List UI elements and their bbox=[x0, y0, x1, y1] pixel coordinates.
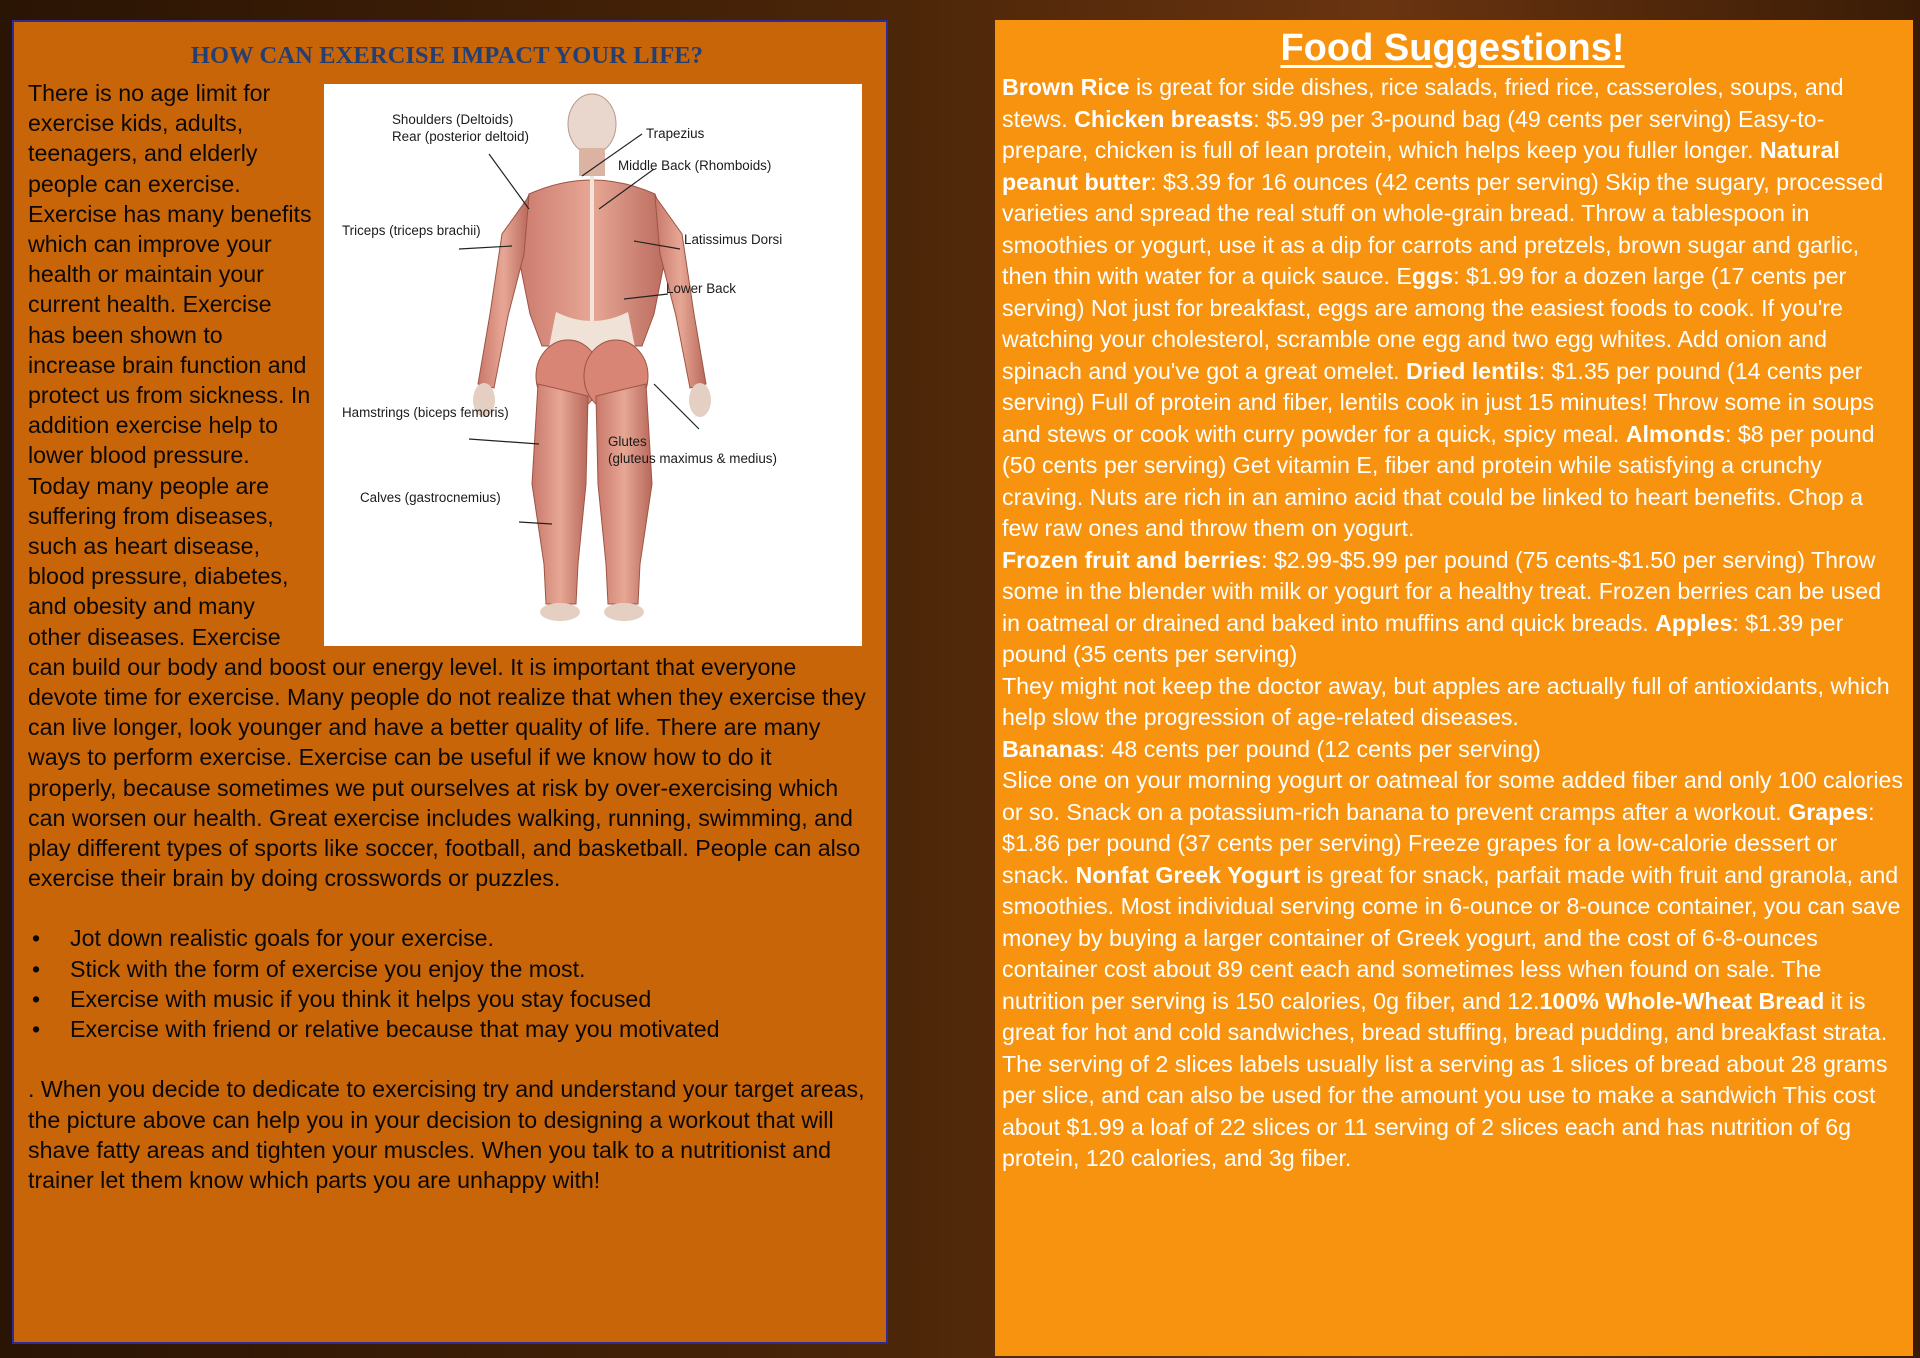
label-trapezius: Trapezius bbox=[646, 126, 705, 141]
bullet-icon: • bbox=[32, 955, 41, 982]
food-description: : $8 per pound (50 cents per serving) Get vitamin E, fiber and protein while satisfying a crunchy craving. Nuts are rich in an amino acid that could be linked to heart benefits. Chop a few raw ones and throw them on yogurt. bbox=[1002, 420, 1875, 541]
food-suggestions-panel bbox=[995, 20, 1913, 1356]
food-name: 100% Whole-Wheat Bread bbox=[1539, 987, 1825, 1014]
label-lower-back: Lower Back bbox=[666, 281, 736, 296]
muscle-anatomy-illustration bbox=[324, 84, 862, 646]
list-item bbox=[28, 923, 866, 953]
article-title: HOW CAN EXERCISE IMPACT YOUR LIFE? bbox=[190, 42, 704, 69]
tip-text: Stick with the form of exercise you enjoy the most. bbox=[70, 955, 586, 982]
label-glutes: Glutes bbox=[608, 434, 647, 449]
label-latissimus: Latissimus Dorsi bbox=[684, 232, 783, 247]
food-description: is great for snack, parfait made with fruit and granola, and smoothies. Most individual serving come in 6-ounce or 8-ounce container, you can save money by buying a larger container of Greek yogurt, and the cost of 6-8-ounces container cost about 89 cent each and sometimes less when found on sale. The nutrition per serving is 150 calories, 0g fiber, and 12. bbox=[1002, 861, 1901, 1014]
label-middle-back: Middle Back (Rhomboids) bbox=[618, 158, 772, 173]
food-description: : $1.99 for a dozen large (17 cents per serving) Not just for breakfast, eggs are among the easiest foods to cook. If you're watching your cholesterol, scramble one egg and two egg whites. Add onion and spinach and you've got a great omelet. bbox=[1002, 263, 1847, 384]
food-description: Slice one on your morning yogurt or oatmeal for some added fiber and only 100 calories or so. Snack on a potassium-rich banana to prevent cramps after a workout. bbox=[1002, 767, 1903, 825]
food-description: is great for side dishes, rice salads, fried rice, casseroles, soups, and stews. bbox=[1002, 74, 1844, 132]
food-name: Chicken breasts bbox=[1074, 105, 1254, 132]
bullet-icon: • bbox=[32, 1016, 41, 1043]
food-name: Dried lentils bbox=[1406, 357, 1539, 384]
bullet-icon: • bbox=[32, 925, 41, 952]
closing-paragraph: . When you decide to dedicate to exercising try and understand your target areas, the picture above can help you in your decision to designing a workout that will shave fatty areas and tighten your muscles. When you talk to a nutritionist and trainer let them know which parts you are unhappy with! bbox=[28, 1076, 865, 1193]
food-name: Frozen fruit and berries bbox=[1002, 546, 1261, 573]
food-name: Brown Rice bbox=[1002, 74, 1130, 100]
food-suggestions-body bbox=[1002, 72, 1903, 1175]
bullet-icon: • bbox=[32, 985, 41, 1012]
list-item bbox=[28, 984, 866, 1014]
food-suggestions-title: Food Suggestions! bbox=[1280, 27, 1625, 69]
food-name: ggs bbox=[1411, 263, 1454, 289]
food-description: : $2.99-$5.99 per pound (75 cents-$1.50 per serving) Throw some in the blender with milk or yogurt for a healthy treat. Frozen berries can be used in oatmeal or drained and baked into muffins and quick breads. bbox=[1002, 546, 1881, 636]
food-description: : $1.35 per pound (14 cents per serving) Full of protein and fiber, lentils cook in just 15 minutes! Throw some in soups and stews or cook with curry powder for a quick, spicy meal. bbox=[1002, 357, 1875, 447]
food-description: : $1.39 per pound (35 cents per serving) bbox=[1002, 609, 1844, 667]
tip-text: Jot down realistic goals for your exercise. bbox=[70, 925, 494, 952]
food-description: They might not keep the doctor away, but apples are actually full of antioxidants, which help slow the progression of age-related diseases. bbox=[1002, 672, 1890, 730]
food-description: : $5.99 per 3-pound bag (49 cents per serving) Easy-to-prepare, chicken is full of lean protein, which helps keep you fuller longer. bbox=[1002, 105, 1825, 163]
label-rear-deltoid: Rear (posterior deltoid) bbox=[392, 129, 529, 144]
label-calves: Calves (gastrocnemius) bbox=[360, 490, 501, 505]
list-item bbox=[28, 1014, 866, 1044]
label-hamstrings: Hamstrings (biceps femoris) bbox=[342, 405, 509, 420]
food-name: Nonfat Greek Yogurt bbox=[1075, 861, 1301, 888]
list-item bbox=[28, 954, 866, 984]
food-name: Almonds bbox=[1625, 420, 1725, 447]
intro-paragraph: There is no age limit for exercise kids, adults, teenagers, and elderly people can exercise. Exercise has many benefits which can improve your health or maintain your current health. Exercise has been shown to increase brain function and protect us from sickness. In addition exercise help to lower blood pressure. Today many people are suffering from diseases, such as heart disease, blood pressure, diabetes, and obesity and many other diseases. Exercise can build our body and boost our energy level. It is important that everyone devote time for exercise. Many people do not realize that when they exercise they can live longer, look younger and have a better quality of life. There are many ways to perform exercise. Exercise can be useful if we know how to do it properly, because sometimes we put ourselves at risk by over-exercising which can worsen our health. Great exercise includes walking, running, swimming, and play different types of sports like soccer, football, and basketball. People can also exercise their brain by doing crosswords or puzzles. bbox=[28, 80, 866, 892]
food-name: Apples bbox=[1655, 609, 1733, 636]
food-name: Grapes bbox=[1788, 798, 1869, 825]
label-shoulders: Shoulders (Deltoids) bbox=[392, 112, 514, 127]
food-name: Natural peanut butter bbox=[1002, 137, 1840, 195]
food-description: : $1.86 per pound (37 cents per serving) Freeze grapes for a low-calorie dessert or snack. bbox=[1002, 798, 1875, 888]
tip-text: Exercise with music if you think it helps you stay focused bbox=[70, 985, 652, 1012]
label-glutes-sub: (gluteus maximus & medius) bbox=[608, 451, 777, 466]
tip-text: Exercise with friend or relative because that may you motivated bbox=[70, 1016, 720, 1043]
muscle-anatomy-figure bbox=[324, 84, 862, 646]
food-description: : $3.39 for 16 ounces (42 cents per serving) Skip the sugary, processed varieties and spread the real stuff on whole-grain bread. Throw a tablespoon in smoothies or yogurt, use it as a dip for carrots and pretzels, brown sugar and garlic, then thin with water for a quick sauce. E bbox=[1002, 168, 1884, 289]
exercise-tips-list bbox=[28, 923, 866, 1044]
food-description: it is great for hot and cold sandwiches, bread stuffing, bread pudding, and breakfast strata. The serving of 2 slices labels usually list a serving as 1 slices of bread about 28 grams per slice, and can also be used for the amount you use to make a sandwich This cost about $1.99 a loaf of 22 slices or 11 serving of 2 slices each and has nutrition of 6g protein, 120 calories, and 3g fiber. bbox=[1002, 987, 1888, 1171]
label-triceps: Triceps (triceps brachii) bbox=[342, 223, 481, 238]
exercise-article-panel bbox=[12, 20, 888, 1344]
food-name: Bananas bbox=[1002, 735, 1099, 762]
food-description: : 48 cents per pound (12 cents per serving) bbox=[1098, 735, 1541, 762]
